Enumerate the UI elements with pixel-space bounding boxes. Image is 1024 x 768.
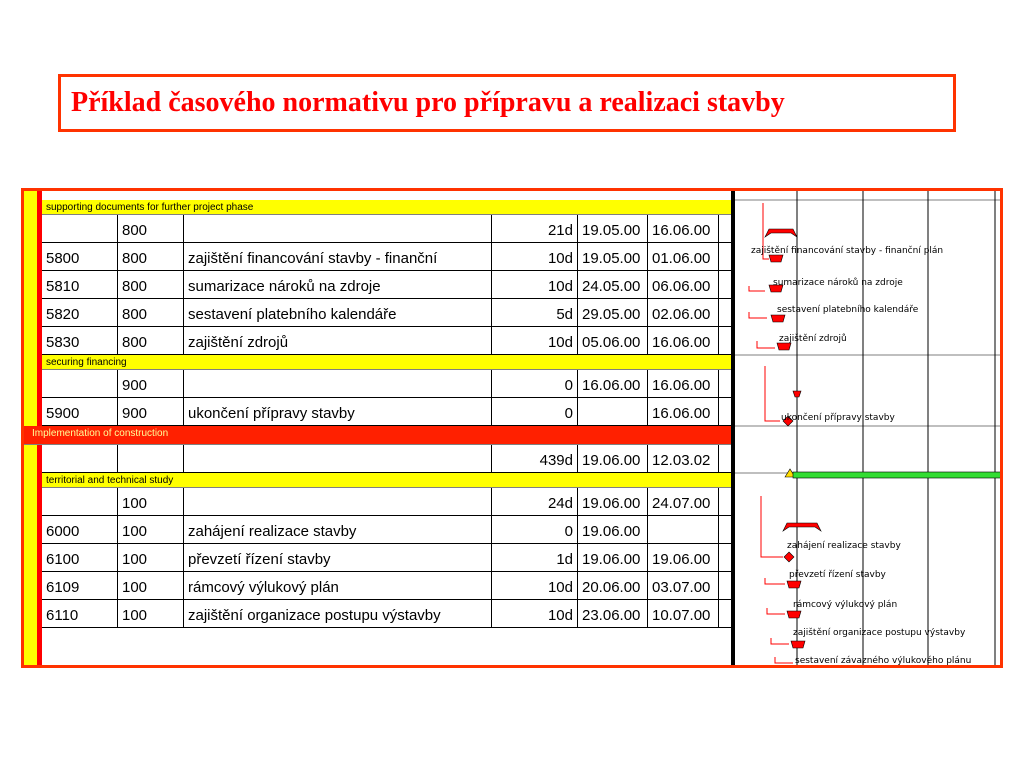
task-table — [24, 191, 731, 665]
task-id-cell: 6100 — [42, 544, 118, 571]
spacer-cell — [719, 327, 731, 354]
task-id-cell: 5820 — [42, 299, 118, 326]
task-name-cell: zahájení realizace stavby — [184, 516, 492, 543]
code-cell: 800 — [118, 271, 184, 298]
start-date-cell: 19.06.00 — [578, 516, 648, 543]
task-id-cell: 5810 — [42, 271, 118, 298]
table-row[interactable] — [42, 370, 731, 398]
milestone-marker — [784, 552, 794, 562]
start-date-cell: 19.06.00 — [578, 488, 648, 515]
duration-cell: 24d — [492, 488, 578, 515]
task-id-cell: 5900 — [42, 398, 118, 425]
duration-cell: 0 — [492, 370, 578, 397]
task-id-cell — [42, 488, 118, 515]
gantt-chart — [731, 191, 1000, 665]
start-date-cell: 19.06.00 — [578, 544, 648, 571]
end-date-cell: 12.03.02 — [648, 445, 719, 472]
duration-cell: 21d — [492, 215, 578, 242]
dependency-link — [765, 366, 780, 421]
task-id-cell: 6110 — [42, 600, 118, 627]
task-id-cell — [42, 215, 118, 242]
title-box — [58, 74, 956, 132]
task-name-cell: ukončení přípravy stavby — [184, 398, 492, 425]
gantt-task-label: sestavení závazného výlukového plánu — [795, 656, 972, 666]
end-date-cell: 06.06.00 — [648, 271, 719, 298]
task-name-cell: sumarizace nároků na zdroje — [184, 271, 492, 298]
start-date-cell: 19.06.00 — [578, 445, 648, 472]
duration-cell: 10d — [492, 243, 578, 270]
spacer-cell — [719, 299, 731, 326]
duration-cell: 10d — [492, 327, 578, 354]
gantt-task-label: převzetí řízení stavby — [789, 570, 886, 580]
code-cell: 800 — [118, 215, 184, 242]
task-id-cell — [42, 370, 118, 397]
spacer-cell — [719, 445, 731, 472]
spacer-cell — [719, 600, 731, 627]
code-cell: 100 — [118, 600, 184, 627]
spacer-cell — [719, 215, 731, 242]
end-date-cell: 16.06.00 — [648, 370, 719, 397]
task-id-cell — [42, 445, 118, 472]
table-row[interactable] — [42, 271, 731, 299]
progress-bar — [793, 472, 1003, 478]
gantt-task-label: zahájení realizace stavby — [787, 541, 901, 551]
code-cell: 800 — [118, 299, 184, 326]
page-title: Příklad časového normativu pro přípravu a realizaci stavby — [71, 87, 785, 118]
table-row[interactable] — [42, 572, 731, 600]
end-date-cell: 16.06.00 — [648, 215, 719, 242]
end-date-cell: 01.06.00 — [648, 243, 719, 270]
task-name-cell — [184, 215, 492, 242]
table-row[interactable] — [42, 215, 731, 243]
task-name-cell: zajištění organizace postupu výstavby — [184, 600, 492, 627]
task-name-cell: zajištění financování stavby - finanční — [184, 243, 492, 270]
dependency-link — [775, 657, 793, 663]
end-date-cell: 02.06.00 — [648, 299, 719, 326]
gantt-task-label: zajištění financování stavby - finanční plán — [751, 246, 944, 256]
summary-bar — [783, 523, 821, 531]
spacer-cell — [719, 488, 731, 515]
code-cell: 100 — [118, 516, 184, 543]
task-bar — [771, 315, 785, 322]
task-bar — [787, 611, 801, 618]
gantt-task-label: zajištění zdrojů — [779, 334, 847, 344]
phase-header-row[interactable]: Implementation of construction — [24, 426, 731, 445]
end-date-cell: 10.07.00 — [648, 600, 719, 627]
table-row[interactable] — [42, 398, 731, 426]
code-cell: 100 — [118, 572, 184, 599]
table-row[interactable] — [42, 516, 731, 544]
duration-cell: 10d — [492, 572, 578, 599]
task-bar — [769, 255, 783, 262]
start-date-cell: 16.06.00 — [578, 370, 648, 397]
end-date-cell: 16.06.00 — [648, 398, 719, 425]
summary-bar — [765, 229, 797, 237]
task-name-cell — [184, 488, 492, 515]
start-date-cell: 05.06.00 — [578, 327, 648, 354]
table-row[interactable] — [42, 327, 731, 355]
spacer-cell — [719, 243, 731, 270]
gantt-svg — [735, 191, 1003, 667]
end-date-cell: 03.07.00 — [648, 572, 719, 599]
start-date-cell: 29.05.00 — [578, 299, 648, 326]
code-cell: 800 — [118, 327, 184, 354]
spacer-cell — [719, 544, 731, 571]
task-id-cell: 5830 — [42, 327, 118, 354]
end-date-cell: 24.07.00 — [648, 488, 719, 515]
gantt-task-label: sumarizace nároků na zdroje — [773, 278, 903, 288]
gantt-task-label: zajištění organizace postupu výstavby — [793, 628, 966, 638]
start-date-cell — [578, 398, 648, 425]
task-name-cell — [184, 370, 492, 397]
task-bar — [787, 581, 801, 588]
milestone-summary — [793, 391, 801, 397]
gantt-task-label: rámcový výlukový plán — [793, 600, 898, 610]
group-header-row[interactable]: securing financing — [42, 355, 731, 370]
table-row[interactable] — [42, 488, 731, 516]
table-row[interactable] — [42, 445, 731, 473]
duration-cell: 10d — [492, 600, 578, 627]
task-id-cell: 6000 — [42, 516, 118, 543]
task-name-cell: zajištění zdrojů — [184, 327, 492, 354]
spacer-cell — [719, 271, 731, 298]
table-row[interactable] — [42, 243, 731, 271]
code-cell: 100 — [118, 544, 184, 571]
code-cell: 800 — [118, 243, 184, 270]
group-header-row[interactable]: supporting documents for further project phase — [42, 200, 731, 215]
end-date-cell: 19.06.00 — [648, 544, 719, 571]
duration-cell: 1d — [492, 544, 578, 571]
duration-cell: 439d — [492, 445, 578, 472]
spacer-cell — [719, 370, 731, 397]
spacer-cell — [719, 572, 731, 599]
table-row[interactable] — [42, 544, 731, 572]
code-cell — [118, 445, 184, 472]
code-cell: 900 — [118, 370, 184, 397]
dependency-link — [765, 578, 785, 584]
code-cell: 900 — [118, 398, 184, 425]
task-name-cell: sestavení platebního kalendáře — [184, 299, 492, 326]
dependency-link — [749, 312, 767, 318]
gantt-task-label: ukončení přípravy stavby — [781, 413, 895, 423]
table-row[interactable] — [42, 600, 731, 628]
start-date-cell: 20.06.00 — [578, 572, 648, 599]
start-date-cell: 23.06.00 — [578, 600, 648, 627]
end-date-cell — [648, 516, 719, 543]
dependency-link — [749, 286, 765, 291]
task-name-cell: rámcový výlukový plán — [184, 572, 492, 599]
table-row[interactable] — [42, 299, 731, 327]
duration-cell: 0 — [492, 398, 578, 425]
task-id-cell: 6109 — [42, 572, 118, 599]
gantt-task-label: sestavení platebního kalendáře — [777, 305, 919, 315]
task-name-cell — [184, 445, 492, 472]
code-cell: 100 — [118, 488, 184, 515]
dependency-link — [757, 341, 775, 348]
task-id-cell: 5800 — [42, 243, 118, 270]
start-date-cell: 19.05.00 — [578, 243, 648, 270]
dependency-link — [767, 608, 785, 614]
duration-cell: 0 — [492, 516, 578, 543]
duration-cell: 10d — [492, 271, 578, 298]
task-bar — [791, 641, 805, 648]
task-name-cell: převzetí řízení stavby — [184, 544, 492, 571]
dependency-link — [761, 496, 783, 557]
start-date-cell: 19.05.00 — [578, 215, 648, 242]
dependency-link — [771, 638, 789, 644]
task-bar — [777, 343, 791, 350]
project-schedule-frame — [21, 188, 1003, 668]
group-header-row[interactable]: territorial and technical study — [42, 473, 731, 488]
start-date-cell: 24.05.00 — [578, 271, 648, 298]
end-date-cell: 16.06.00 — [648, 327, 719, 354]
duration-cell: 5d — [492, 299, 578, 326]
spacer-cell — [719, 398, 731, 425]
spacer-cell — [719, 516, 731, 543]
